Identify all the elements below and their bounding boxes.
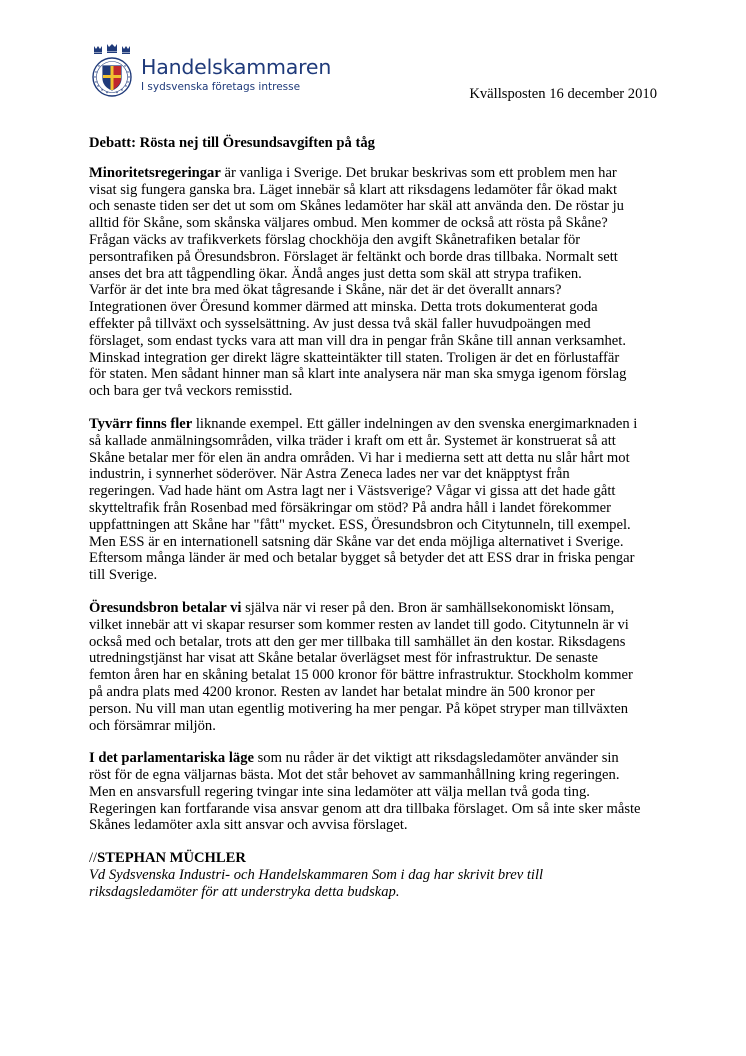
org-tagline: I sydsvenska företags intresse (141, 81, 301, 93)
paragraph-line: och bara ger två veckors remisstid. (89, 383, 293, 400)
paragraph-line: femton åren har en skåning betalat 15 000 kronor för bättre infrastruktur. Stockholm kommer (89, 667, 633, 684)
signature-role-line: Vd Sydsvenska Industri- och Handelskammaren Som i dag har skrivit brev till (89, 867, 544, 884)
paragraph-line: skytteltrafik från Rosenbad med försäkringar om stöd? På andra håll i landet förekommer (89, 499, 611, 516)
org-logo (88, 40, 338, 100)
paragraph-line: Frågan väcks av trafikverkets förslag chockhöja den avgift Skånetrafiken betalar för (89, 231, 581, 248)
paragraph-lead-rest: som nu råder är det viktigt att riksdagsledamöter använder sin (253, 750, 619, 767)
paragraph-line: Men en ansvarsfull regering tvingar inte sina ledamöter att välja mellan två goda ting. (89, 783, 590, 800)
paragraph-lead-rest: själva när vi reser på den. Bron är samhällsekonomiskt lönsam, (241, 599, 615, 616)
paragraph-line (89, 600, 669, 617)
paragraph-line: Varför är det inte bra med ökat tågresande i Skåne, när det är det överallt annars? (89, 282, 562, 299)
org-name: Handelskammaren (141, 55, 332, 79)
paragraph-line: Eftersom många länder är med och betalar bygget så betyder det att ESS drar in friska pengar (89, 550, 635, 567)
article-body (89, 135, 669, 901)
article-paragraph (89, 165, 669, 400)
paragraph-line: utredningstjänst har visat att Skåne betalar överlägset mest för infrastruktur. De senaste (89, 650, 599, 667)
paragraph-line (89, 416, 669, 433)
paragraph-line: till Sverige. (89, 567, 158, 584)
paragraph-line: så kallade anmälningsområden, vilka träder i kraft om ett år. Systemet är konstruerat så att (89, 432, 616, 449)
paragraph-line: också med och betalar, trots att den ger mer tillbaka till samhället än den kostar. Riksdagens (89, 633, 626, 650)
publication-dateline: Kvällsposten 16 december 2010 (469, 86, 657, 102)
signature-block (89, 850, 669, 900)
article-paragraph (89, 416, 669, 584)
paragraph-lead-rest: är vanliga i Sverige. Det brukar beskrivas som ett problem men har (220, 164, 617, 181)
paragraph-lead: Öresundsbron betalar vi (89, 599, 242, 616)
article-paragraph (89, 750, 669, 834)
paragraph-line: Integrationen över Öresund kommer därmed att minska. Detta trots dokumenterat goda (89, 299, 598, 316)
paragraph-line: visat sig fungera ganska bra. Läget innebär så klart att riksdagens ledamöter får ökad makt (89, 181, 618, 198)
paragraph-line: vilket innebär att vi skapar resurser som kommer resten av landet till godo. Citytunneln är vi (89, 616, 629, 633)
paragraph-line: för staten. Men sådant hinner man så klart inte analysera när man ska smyga igenom förslag (89, 366, 627, 383)
paragraph-line: Men ESS är en internationell satsning där Skåne var det enda möjliga alternativet i Sverige. (89, 533, 624, 550)
paragraph-line: effekter på tillväxt och sysselsättning. Av just dessa två skäl faller huvudpoängen med (89, 315, 591, 332)
paragraph-line: alltid för Skåne, som skånska väljares ombud. Men kommer de också att rösta på Skåne? (89, 215, 608, 232)
paragraph-line: Skånes ledamöter axla sitt ansvar och avvisa förslaget. (89, 817, 408, 834)
paragraph-line: industrin, i synnerhet söderöver. När Astra Zeneca lades ner var det knäpptyst från (89, 466, 570, 483)
paragraph-line: på andra plats med 4200 kronor. Resten av landet har betalat mindre än 500 kronor per (89, 683, 595, 700)
signature-prefix: // (89, 850, 98, 867)
article-paragraphs (89, 165, 669, 834)
signature-role-line: riksdagsledamöter för att understryka detta budskap. (89, 883, 400, 900)
paragraph-line: förslaget, som endast tycks vara att man vill dra in pengar från Skåne till annan verksamhet. (89, 332, 626, 349)
paragraph-lead: Minoritetsregeringar (89, 164, 221, 181)
paragraph-lead: I det parlamentariska läge (89, 750, 254, 767)
paragraph-line: regeringen. Vad hade hänt om Astra lagt ner i Västsverige? Vågar vi gissa att det hade gått (89, 483, 616, 500)
paragraph-line: Skåne betalar mer för elen än andra områden. Vi har i medierna sett att detta nu slår hårt mot (89, 449, 630, 466)
signature-role (89, 867, 669, 901)
paragraph-line: och försämrar miljön. (89, 717, 216, 734)
article-paragraph (89, 600, 669, 734)
paragraph-line (89, 165, 669, 182)
paragraph-line (89, 750, 669, 767)
paragraph-line: person. Nu vill man utan egentlig motivering ha mer pengar. På köpet stryper man tillväxten (89, 700, 629, 717)
paragraph-line: uppfattningen att Skåne har "fått" mycket. ESS, Öresundsbron och Citytunneln, till exempel. (89, 516, 631, 533)
paragraph-line: persontrafiken på Öresundsbron. Förslaget är feltänkt och borde dras tillbaka. Normalt sett (89, 248, 618, 265)
signature-name: STEPHAN MÜCHLER (97, 850, 246, 867)
paragraph-line: Regeringen kan fortfarande visa ansvar genom att dra tillbaka förslaget. Om så inte sker måste (89, 800, 641, 817)
paragraph-line: och senaste tiden ser det ut som om Skånes ledamöter har skäl att använda den. De röstar ju (89, 198, 624, 215)
paragraph-line: anses det bra att tågpendling ökar. Ändå anges just detta som skäl att strypa trafiken. (89, 265, 582, 282)
paragraph-line: röst för de egna väljarnas bästa. Mot det står behovet av sammanhållning kring regeringen. (89, 767, 620, 784)
paragraph-lead-rest: liknande exempel. Ett gäller indelningen av den svenska energimarknaden i (192, 415, 638, 432)
crowns-shield-emblem-icon (88, 44, 136, 98)
paragraph-lead: Tyvärr finns fler (89, 415, 193, 432)
article-title: Debatt: Rösta nej till Öresundsavgiften på tåg (89, 135, 375, 151)
paragraph-line: Minskad integration ger direkt lägre skatteintäkter till staten. Troligen är det en förlustaffär (89, 349, 620, 366)
signature-name-line (89, 850, 669, 867)
